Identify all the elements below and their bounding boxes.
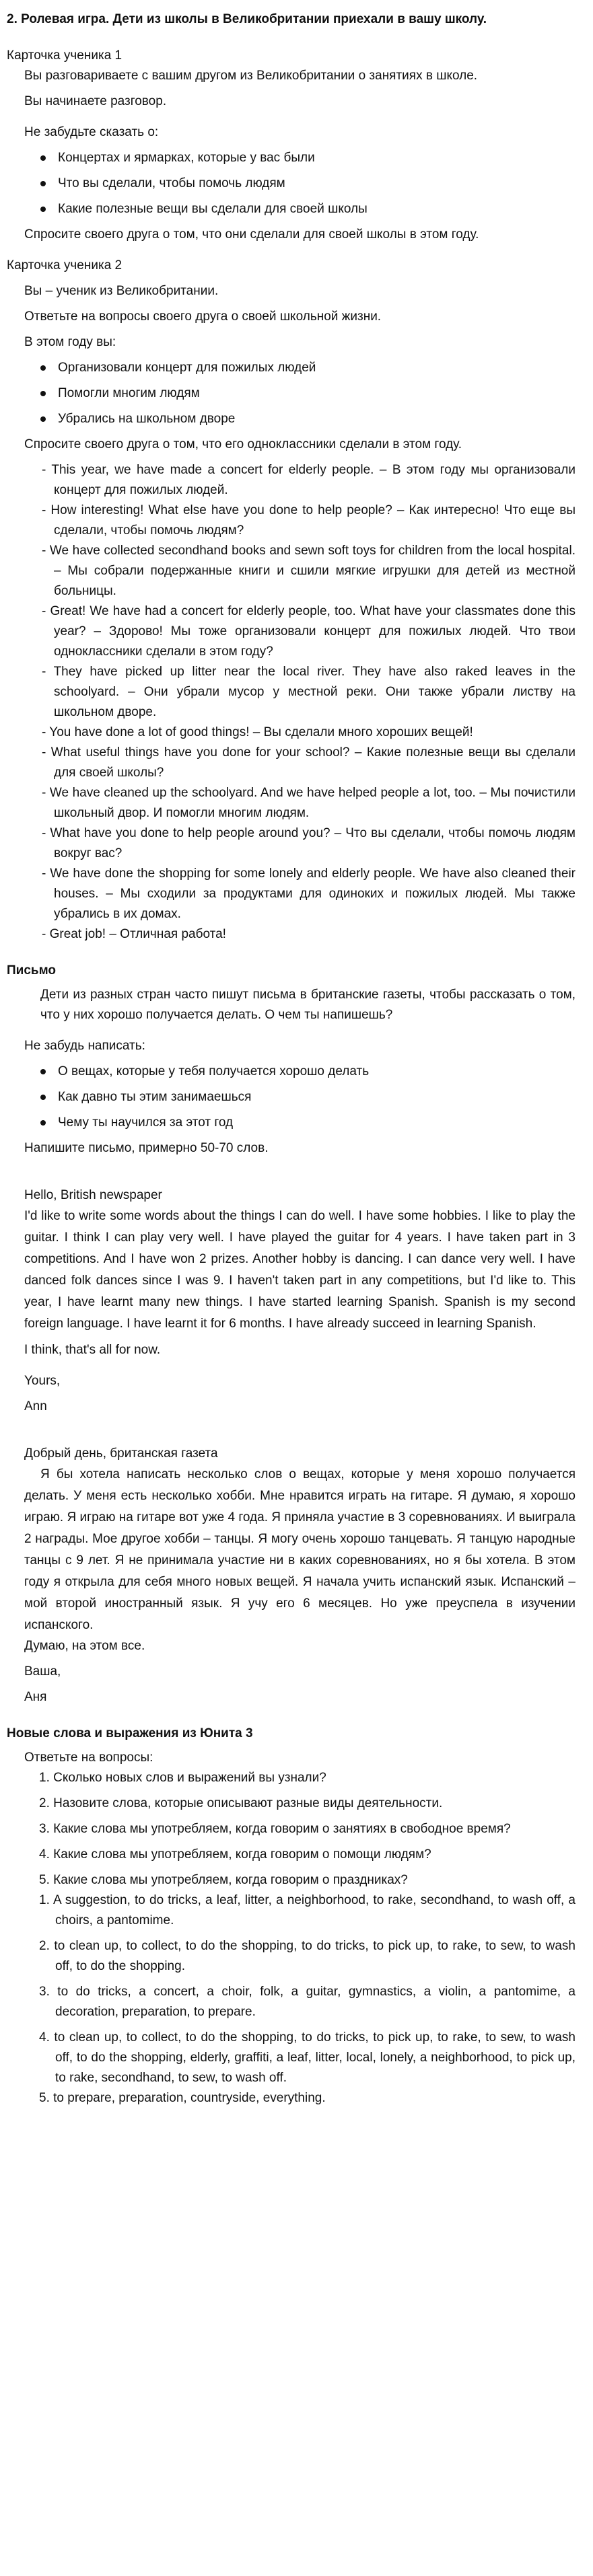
card2-bullet: Убрались на школьном дворе <box>40 409 575 429</box>
vocab-heading: Новые слова и выражения из Юнита 3 <box>7 1726 253 1740</box>
dialog-line: - We have done the shopping for some lonely and elderly people. We have also cleaned their houses. – Мы сходили за продуктами для одиноких и пожилых людей. Мы также убрались в их домах. <box>42 867 575 921</box>
dialog-line: - This year, we have made a concert for elderly people. – В этом году мы организовали концерт для пожилых людей. <box>42 463 575 497</box>
dialog-line: - We have collected secondhand books and sewn soft toys for children from the local hospital. – Мы собрали подержанные книги и сшили мягкие игрушки для детей из местной больницы. <box>42 544 575 598</box>
dialog-line: - You have done a lot of good things! – Вы сделали много хороших вещей! <box>42 725 473 739</box>
card1-bullet: Какие полезные вещи вы сделали для своей школы <box>40 199 575 219</box>
card1-bullet: Что вы сделали, чтобы помочь людям <box>40 174 575 194</box>
letter-ru-signoff: Ваша, <box>24 1664 61 1679</box>
vocab-question: 3. Какие слова мы употребляем, когда говорим о занятиях в свободное время? <box>39 1822 511 1836</box>
card1-line: Не забудьте сказать о: <box>24 125 159 139</box>
dialog-line: - What have you done to help people around you? – Что вы сделали, чтобы помочь людям вокруг вас? <box>42 826 575 860</box>
card2-line: Вы – ученик из Великобритании. <box>24 284 219 298</box>
letter-en-name: Ann <box>24 1399 47 1413</box>
bullet-icon <box>40 1069 46 1074</box>
letter-bullet-list <box>7 1062 575 1133</box>
bullet-icon <box>40 1120 46 1126</box>
student-card-2 <box>7 256 575 455</box>
roleplay-heading: 2. Ролевая игра. Дети из школы в Великобритании приехали в вашу школу. <box>7 12 487 26</box>
letter-russian <box>7 1444 575 1707</box>
card2-bullet: Помогли многим людям <box>40 383 575 404</box>
dialog-line: - What useful things have you done for your school? – Какие полезные вещи вы сделали для своей школы? <box>42 745 575 780</box>
vocab-question: 2. Назовите слова, которые описывают разные виды деятельности. <box>39 1796 443 1810</box>
dialog-line: - Great! We have had a concert for elderly people, too. What have your classmates done this year? – Здорово! Мы тоже организовали концерт для пожилых людей. Что твои одноклассники сделали в этом году? <box>42 604 575 659</box>
card2-closing: Спросите своего друга о том, что его одноклассники сделали в этом году. <box>24 437 462 451</box>
dialog-line: - Great job! – Отличная работа! <box>42 927 226 941</box>
vocab-question: 4. Какие слова мы употребляем, когда говорим о помощи людям? <box>39 1847 431 1862</box>
card1-title: Карточка ученика 1 <box>7 48 123 63</box>
roleplay-dialog <box>7 460 575 945</box>
letter-instruction: Напишите письмо, примерно 50-70 слов. <box>24 1141 269 1155</box>
letter-bullet: Как давно ты этим занимаешься <box>40 1087 575 1107</box>
card1-bullet: Концертах и ярмарках, которые у вас были <box>40 148 575 168</box>
letter-ru-body: Я бы хотела написать несколько слов о вещах, которые у меня хорошо получается делать. У меня есть несколько хобби. Мне нравится играть на гитаре. Я думаю, я хорошо играю. Я играю на гитаре вот уже 4 года. Я приняла участие в 3 соревнованиях. И выиграла 2 награды. Мое другое хобби – танцы. Я могу очень хорошо танцевать. Я танцую народные танцы с 9 лет. Я не принимала участие ни в каких соревнованиях, но я бы хотела. В этом году я открыла для себя много новых вещей. Я начала учить испанский язык. Испанский – мой второй иностранный язык. Я учу его 6 месяцев. Но уже преуспела в изучении испанского. <box>24 1467 575 1632</box>
letter-bullet: Чему ты научился за этот год <box>40 1113 575 1133</box>
student-card-1 <box>7 46 575 245</box>
card2-line: В этом году вы: <box>24 335 116 349</box>
card1-closing: Спросите своего друга о том, что они сделали для своей школы в этом году. <box>24 227 479 242</box>
vocab-answer: 1. A suggestion, to do tricks, a leaf, litter, a neighborhood, to rake, secondhand, to wash off, a choirs, a pantomime. <box>39 1893 575 1927</box>
letter-en-closing: I think, that's all for now. <box>24 1343 161 1357</box>
letter-ru-name: Аня <box>24 1690 47 1704</box>
letter-remember: Не забудь написать: <box>24 1039 145 1053</box>
vocab-question: 5. Какие слова мы употребляем, когда говорим о праздниках? <box>39 1873 408 1887</box>
letter-bullet: О вещах, которые у тебя получается хорошо делать <box>40 1062 575 1082</box>
card2-bullet-list <box>7 358 575 429</box>
bullet-icon <box>40 1095 46 1100</box>
bullet-icon <box>40 416 46 422</box>
card1-line: Вы разговариваете с вашим другом из Великобритании о занятиях в школе. <box>24 69 478 83</box>
vocab-question: 1. Сколько новых слов и выражений вы узнали? <box>39 1771 326 1785</box>
card2-title: Карточка ученика 2 <box>7 258 123 272</box>
vocab-answer: 2. to clean up, to collect, to do the shopping, to do tricks, to pick up, to rake, to sew, to wash off, to do the shopping. <box>39 1939 575 1973</box>
vocab-answer: 3. to do tricks, a concert, a choir, folk, a guitar, gymnastics, a violin, a pantomime, a decoration, preparation, to prepare. <box>39 1985 575 2019</box>
letter-en-greeting: Hello, British newspaper <box>24 1188 162 1202</box>
letter-ru-greeting: Добрый день, британская газета <box>24 1446 218 1461</box>
letter-intro: Дети из разных стран часто пишут письма в британские газеты, чтобы рассказать о том, что у них хорошо получается делать. О чем ты напишешь? <box>40 988 575 1022</box>
card1-line: Вы начинаете разговор. <box>24 94 167 108</box>
vocab-instruction: Ответьте на вопросы: <box>24 1751 153 1765</box>
vocab-question-list <box>7 1768 575 1890</box>
vocab-answer: 4. to clean up, to collect, to do the shopping, to do tricks, to pick up, to rake, to sew, to wash off, to do the shopping, elderly, graffiti, a leaf, litter, local, lonely, a neighborhood, to pick up, to rake, secondhand, to sew, to wash off. <box>39 2030 575 2085</box>
bullet-icon <box>40 155 46 161</box>
dialog-line: - We have cleaned up the schoolyard. And we have helped people a lot, too. – Мы почистили школьный двор. И помогли многим людям. <box>42 786 575 820</box>
card2-line: Ответьте на вопросы своего друга о своей школьной жизни. <box>24 309 382 324</box>
letter-en-body: I'd like to write some words about the things I can do well. I have some hobbies. I like to play the guitar. I think I can play very well. I have played the guitar for 4 years. I have taken part in 3 competitions. And I have won 2 prizes. Another hobby is dancing. I can dance very well. I have danced folk dances since I was 9. I haven't taken part in any competitions, but I'd like to. This year, I have learnt many new things. I have started learning Spanish. Spanish is my second foreign language. I have learnt it for 6 months. I have already succeed in learning Spanish. <box>24 1209 575 1331</box>
bullet-icon <box>40 365 46 371</box>
letter-ru-closing: Думаю, на этом все. <box>24 1639 145 1653</box>
vocab-answer: 5. to prepare, preparation, countryside, everything. <box>39 2091 326 2105</box>
letter-english <box>7 1185 575 1417</box>
dialog-line: - They have picked up litter near the local river. They have also raked leaves in the schoolyard. – Они убрали мусор у местной реки. Они также убрали листву на школьном дворе. <box>42 665 575 719</box>
letter-en-signoff: Yours, <box>24 1374 61 1388</box>
vocab-answer-list <box>7 1890 575 2108</box>
bullet-icon <box>40 207 46 212</box>
dialog-line: - How interesting! What else have you done to help people? – Как интересно! Что еще вы сделали, чтобы помочь людям? <box>42 503 575 538</box>
bullet-icon <box>40 391 46 396</box>
letter-heading: Письмо <box>7 963 56 978</box>
card2-bullet: Организовали концерт для пожилых людей <box>40 358 575 378</box>
card1-bullet-list <box>7 148 575 219</box>
bullet-icon <box>40 181 46 186</box>
